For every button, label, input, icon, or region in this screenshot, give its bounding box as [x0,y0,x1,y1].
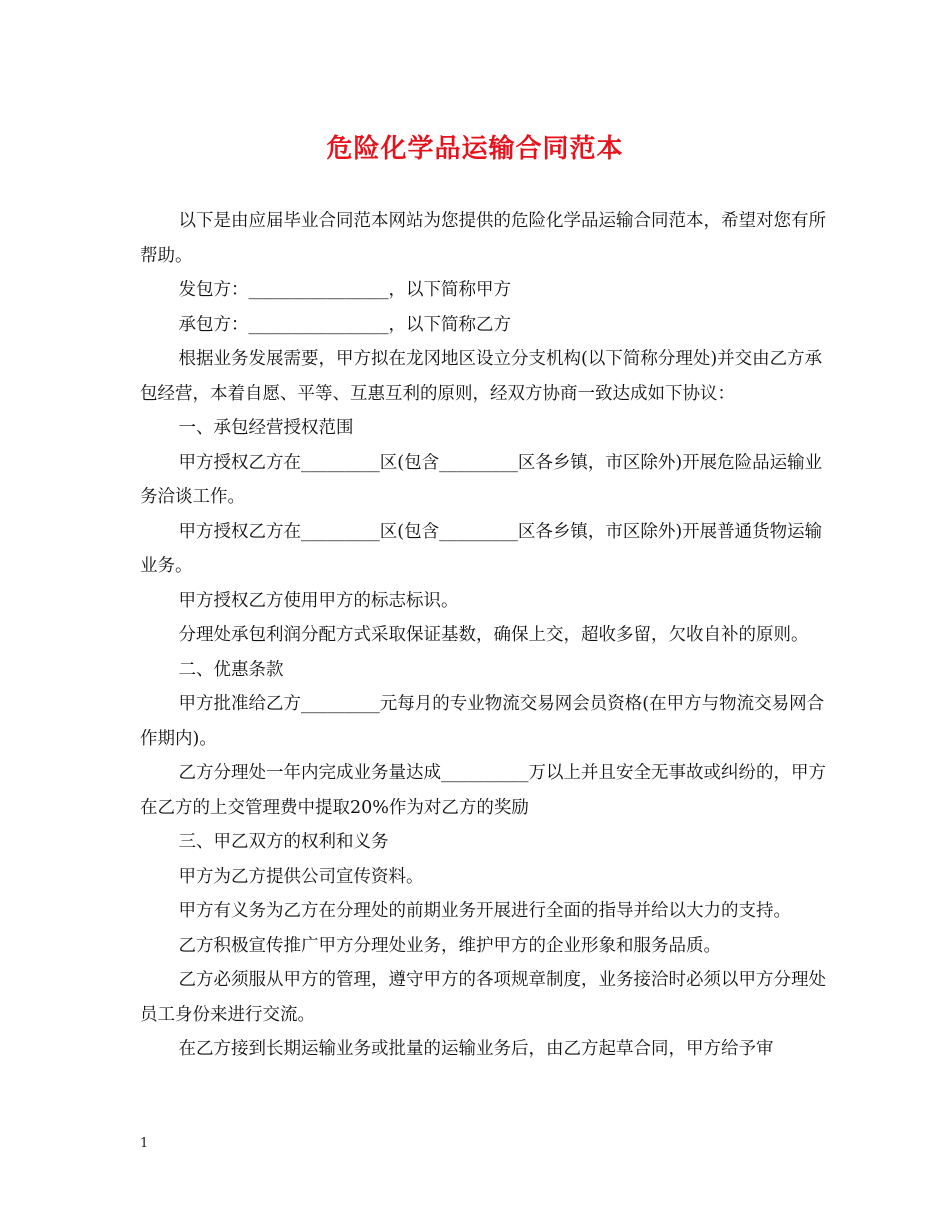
clause-paragraph: 甲方授权乙方使用甲方的标志标识。 [178,590,459,611]
clause-paragraph: 甲方授权乙方在_________区(包含_________区各乡镇，市区除外)开展普通货物运输业务。 [140,521,823,576]
clause-paragraph: 分理处承包利润分配方式采取保证基数，确保上交，超收多留，欠收自补的原则。 [178,625,809,645]
clause-paragraph: 在乙方接到长期运输业务或批量的运输业务后，由乙方起草合同，甲方给予审 [178,1039,774,1059]
party-a-line: 发包方：________________，以下简称甲方 [178,280,511,300]
section-heading-1: 一、承包经营授权范围 [178,418,354,438]
section-heading-3: 三、甲乙双方的权利和义务 [178,832,389,852]
clause-paragraph: 乙方分理处一年内完成业务量达成__________万以上并且安全无事故或纠纷的，甲方在乙方的上交管理费中提取20%作为对乙方的奖励 [140,763,826,818]
clause-paragraph: 乙方必须服从甲方的管理，遵守甲方的各项规章制度，业务接洽时必须以甲方分理处员工身份来进行交流。 [140,970,826,1025]
page-number: 1 [140,1136,149,1151]
preamble-paragraph: 根据业务发展需要，甲方拟在龙冈地区设立分支机构(以下简称分理处)并交由乙方承包经营，本着自愿、平等、互惠互利的原则，经双方协商一致达成如下协议： [140,349,823,404]
document-body [140,204,830,1067]
section-heading-2: 二、优惠条款 [178,659,284,680]
clause-paragraph: 甲方批准给乙方_________元每月的专业物流交易网会员资格(在甲方与物流交易网合作期内)。 [140,694,825,749]
intro-paragraph: 以下是由应届毕业合同范本网站为您提供的危险化学品运输合同范本，希望对您有所帮助。 [140,211,826,266]
party-b-line: 承包方：________________，以下简称乙方 [178,314,511,335]
clause-paragraph: 乙方积极宣传推广甲方分理处业务，维护甲方的企业形象和服务品质。 [178,935,721,956]
clause-paragraph: 甲方为乙方提供公司宣传资料。 [178,866,424,887]
document-title: 危险化学品运输合同范本 [326,134,624,164]
clause-paragraph: 甲方授权乙方在_________区(包含_________区各乡镇，市区除外)开展危险品运输业务洽谈工作。 [140,452,823,507]
clause-paragraph: 甲方有义务为乙方在分理处的前期业务开展进行全面的指导并给以大力的支持。 [178,901,791,921]
